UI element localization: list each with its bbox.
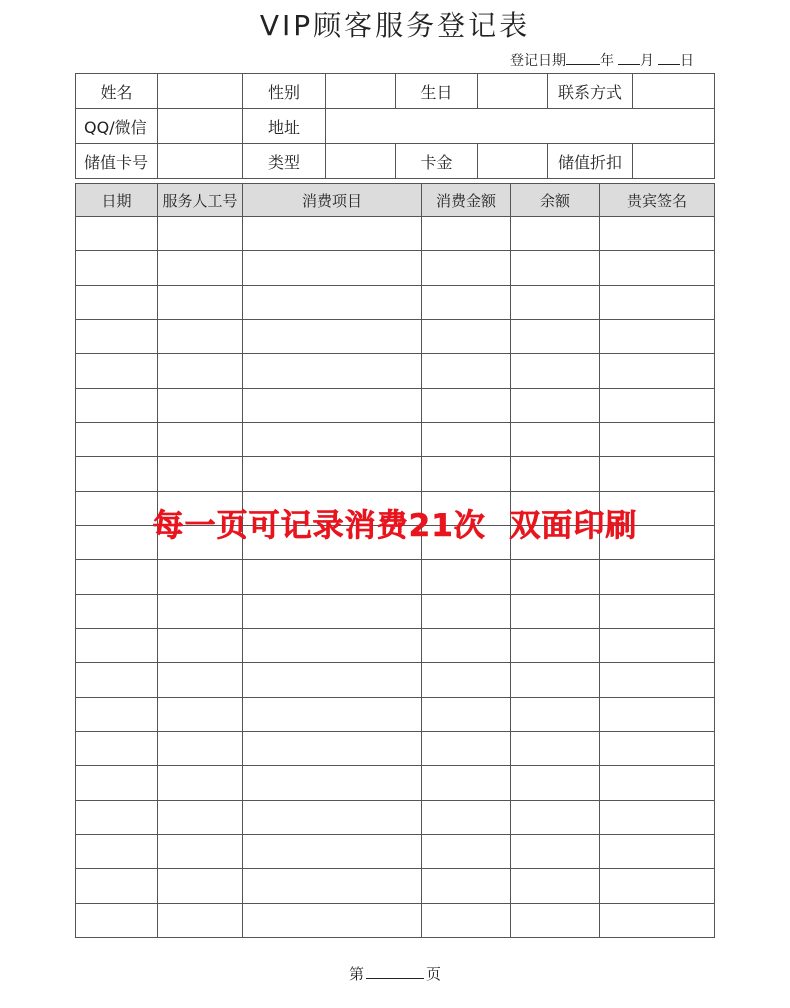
table-cell[interactable] bbox=[76, 388, 158, 422]
table-cell[interactable] bbox=[422, 457, 511, 491]
table-cell[interactable] bbox=[422, 560, 511, 594]
table-cell[interactable] bbox=[600, 594, 715, 628]
table-cell[interactable] bbox=[158, 457, 243, 491]
table-row bbox=[76, 354, 715, 388]
table-cell[interactable] bbox=[600, 560, 715, 594]
table-cell[interactable] bbox=[158, 388, 243, 422]
table-cell[interactable] bbox=[158, 697, 243, 731]
birthday-label: 生日 bbox=[396, 74, 478, 109]
qq-wechat-field[interactable] bbox=[158, 109, 243, 144]
form-title: VIP顾客服务登记表 bbox=[259, 9, 531, 42]
table-cell[interactable] bbox=[511, 217, 600, 251]
table-cell[interactable] bbox=[511, 457, 600, 491]
reg-month-label: 月 bbox=[640, 53, 654, 69]
table-cell[interactable] bbox=[76, 903, 158, 937]
table-cell[interactable] bbox=[422, 834, 511, 868]
col-date: 日期 bbox=[76, 184, 158, 217]
table-cell[interactable] bbox=[76, 354, 158, 388]
qq-wechat-label: QQ/微信 bbox=[76, 109, 158, 144]
table-row bbox=[76, 903, 715, 937]
card-amount-label: 卡金 bbox=[396, 144, 478, 179]
table-cell[interactable] bbox=[600, 388, 715, 422]
table-cell[interactable] bbox=[158, 663, 243, 697]
table-cell[interactable] bbox=[243, 251, 422, 285]
customer-info-table bbox=[75, 73, 715, 179]
table-row bbox=[76, 560, 715, 594]
table-cell[interactable] bbox=[511, 319, 600, 353]
table-cell[interactable] bbox=[243, 663, 422, 697]
col-balance: 余额 bbox=[511, 184, 600, 217]
table-cell[interactable] bbox=[158, 628, 243, 662]
table-cell[interactable] bbox=[422, 663, 511, 697]
info-row-2 bbox=[76, 109, 715, 144]
address-label: 地址 bbox=[243, 109, 326, 144]
table-cell[interactable] bbox=[511, 594, 600, 628]
page-footer bbox=[0, 963, 790, 984]
table-cell[interactable] bbox=[422, 319, 511, 353]
log-header-row bbox=[76, 184, 715, 217]
table-cell[interactable] bbox=[76, 731, 158, 765]
table-cell[interactable] bbox=[511, 869, 600, 903]
table-cell[interactable] bbox=[243, 731, 422, 765]
table-cell[interactable] bbox=[600, 285, 715, 319]
table-cell[interactable] bbox=[243, 834, 422, 868]
table-cell[interactable] bbox=[600, 903, 715, 937]
table-cell[interactable] bbox=[600, 354, 715, 388]
table-cell[interactable] bbox=[76, 663, 158, 697]
table-row bbox=[76, 766, 715, 800]
table-cell[interactable] bbox=[243, 217, 422, 251]
table-cell[interactable] bbox=[511, 697, 600, 731]
table-cell[interactable] bbox=[422, 285, 511, 319]
table-cell[interactable] bbox=[600, 217, 715, 251]
table-cell[interactable] bbox=[422, 697, 511, 731]
name-field[interactable] bbox=[158, 74, 243, 109]
table-cell[interactable] bbox=[76, 457, 158, 491]
table-row bbox=[76, 663, 715, 697]
col-item: 消费项目 bbox=[243, 184, 422, 217]
table-cell[interactable] bbox=[422, 869, 511, 903]
table-row bbox=[76, 251, 715, 285]
table-row bbox=[76, 285, 715, 319]
table-cell[interactable] bbox=[76, 251, 158, 285]
table-cell[interactable] bbox=[600, 319, 715, 353]
table-cell[interactable] bbox=[511, 834, 600, 868]
discount-field[interactable] bbox=[633, 144, 715, 179]
table-cell[interactable] bbox=[158, 800, 243, 834]
birthday-field[interactable] bbox=[478, 74, 548, 109]
type-field[interactable] bbox=[326, 144, 396, 179]
table-cell[interactable] bbox=[243, 457, 422, 491]
table-row bbox=[76, 731, 715, 765]
table-cell[interactable] bbox=[511, 422, 600, 456]
table-cell[interactable] bbox=[243, 285, 422, 319]
table-cell[interactable] bbox=[76, 422, 158, 456]
col-signature: 贵宾签名 bbox=[600, 184, 715, 217]
card-no-field[interactable] bbox=[158, 144, 243, 179]
table-cell[interactable] bbox=[422, 903, 511, 937]
table-row bbox=[76, 457, 715, 491]
table-cell[interactable] bbox=[158, 560, 243, 594]
year-blank[interactable] bbox=[566, 51, 600, 65]
table-cell[interactable] bbox=[511, 560, 600, 594]
table-cell[interactable] bbox=[243, 354, 422, 388]
table-cell[interactable] bbox=[422, 354, 511, 388]
table-cell[interactable] bbox=[600, 834, 715, 868]
promo-overlay-text: 每一页可记录消费21次 双面印刷 bbox=[152, 508, 638, 544]
table-cell[interactable] bbox=[422, 800, 511, 834]
table-cell[interactable] bbox=[511, 731, 600, 765]
table-cell[interactable] bbox=[600, 800, 715, 834]
table-cell[interactable] bbox=[243, 869, 422, 903]
table-cell[interactable] bbox=[511, 903, 600, 937]
table-cell[interactable] bbox=[511, 663, 600, 697]
table-cell[interactable] bbox=[76, 697, 158, 731]
table-row bbox=[76, 800, 715, 834]
table-cell[interactable] bbox=[600, 766, 715, 800]
table-row bbox=[76, 422, 715, 456]
table-cell[interactable] bbox=[158, 834, 243, 868]
table-cell[interactable] bbox=[158, 594, 243, 628]
table-cell[interactable] bbox=[76, 594, 158, 628]
table-cell[interactable] bbox=[158, 903, 243, 937]
table-cell[interactable] bbox=[422, 731, 511, 765]
table-cell[interactable] bbox=[511, 354, 600, 388]
table-cell[interactable] bbox=[158, 251, 243, 285]
table-cell[interactable] bbox=[422, 251, 511, 285]
table-cell[interactable] bbox=[158, 766, 243, 800]
table-cell[interactable] bbox=[158, 217, 243, 251]
table-cell[interactable] bbox=[243, 697, 422, 731]
contact-field[interactable] bbox=[633, 74, 715, 109]
card-no-label: 储值卡号 bbox=[76, 144, 158, 179]
table-cell[interactable] bbox=[422, 594, 511, 628]
table-cell[interactable] bbox=[600, 697, 715, 731]
table-cell[interactable] bbox=[243, 560, 422, 594]
address-field[interactable] bbox=[326, 109, 715, 144]
type-label: 类型 bbox=[243, 144, 326, 179]
table-row bbox=[76, 834, 715, 868]
table-cell[interactable] bbox=[511, 628, 600, 662]
col-amount: 消费金额 bbox=[422, 184, 511, 217]
page-suffix: 页 bbox=[426, 965, 442, 983]
month-blank[interactable] bbox=[618, 51, 640, 65]
table-row bbox=[76, 319, 715, 353]
table-cell[interactable] bbox=[158, 285, 243, 319]
table-cell[interactable] bbox=[158, 354, 243, 388]
table-cell[interactable] bbox=[422, 388, 511, 422]
table-cell[interactable] bbox=[76, 800, 158, 834]
table-cell[interactable] bbox=[600, 628, 715, 662]
table-cell[interactable] bbox=[243, 903, 422, 937]
table-cell[interactable] bbox=[76, 834, 158, 868]
page-number-blank[interactable] bbox=[366, 965, 424, 979]
table-cell[interactable] bbox=[511, 285, 600, 319]
page-prefix: 第 bbox=[348, 965, 364, 983]
table-cell[interactable] bbox=[511, 766, 600, 800]
table-row bbox=[76, 388, 715, 422]
card-amount-field[interactable] bbox=[478, 144, 548, 179]
table-cell[interactable] bbox=[76, 560, 158, 594]
gender-label: 性别 bbox=[243, 74, 326, 109]
table-cell[interactable] bbox=[76, 217, 158, 251]
table-cell[interactable] bbox=[243, 422, 422, 456]
table-row bbox=[76, 628, 715, 662]
table-cell[interactable] bbox=[243, 594, 422, 628]
table-cell[interactable] bbox=[600, 731, 715, 765]
table-cell[interactable] bbox=[158, 869, 243, 903]
reg-date-label: 登记日期 bbox=[510, 53, 566, 69]
table-cell[interactable] bbox=[76, 285, 158, 319]
gender-field[interactable] bbox=[326, 74, 396, 109]
consumption-log-table bbox=[75, 183, 715, 938]
info-row-1 bbox=[76, 74, 715, 109]
table-cell[interactable] bbox=[76, 766, 158, 800]
table-cell[interactable] bbox=[600, 457, 715, 491]
table-cell[interactable] bbox=[243, 766, 422, 800]
table-cell[interactable] bbox=[76, 869, 158, 903]
table-cell[interactable] bbox=[511, 800, 600, 834]
table-cell[interactable] bbox=[422, 217, 511, 251]
name-label: 姓名 bbox=[76, 74, 158, 109]
table-cell[interactable] bbox=[511, 388, 600, 422]
table-cell[interactable] bbox=[600, 251, 715, 285]
table-cell[interactable] bbox=[243, 319, 422, 353]
table-cell[interactable] bbox=[158, 319, 243, 353]
info-row-3 bbox=[76, 144, 715, 179]
col-staff-id: 服务人工号 bbox=[158, 184, 243, 217]
table-row bbox=[76, 697, 715, 731]
contact-label: 联系方式 bbox=[548, 74, 633, 109]
table-row bbox=[76, 869, 715, 903]
table-cell[interactable] bbox=[422, 766, 511, 800]
table-cell[interactable] bbox=[422, 628, 511, 662]
table-cell[interactable] bbox=[158, 731, 243, 765]
discount-label: 储值折扣 bbox=[548, 144, 633, 179]
table-cell[interactable] bbox=[76, 628, 158, 662]
reg-day-label: 日 bbox=[680, 53, 694, 69]
table-cell[interactable] bbox=[76, 319, 158, 353]
table-cell[interactable] bbox=[243, 628, 422, 662]
table-row bbox=[76, 594, 715, 628]
table-cell[interactable] bbox=[600, 663, 715, 697]
table-cell[interactable] bbox=[158, 422, 243, 456]
registration-date bbox=[510, 50, 694, 70]
table-cell[interactable] bbox=[600, 869, 715, 903]
table-cell[interactable] bbox=[422, 422, 511, 456]
table-cell[interactable] bbox=[600, 422, 715, 456]
reg-year-label: 年 bbox=[600, 53, 614, 69]
day-blank[interactable] bbox=[658, 51, 680, 65]
table-row bbox=[76, 217, 715, 251]
table-cell[interactable] bbox=[243, 388, 422, 422]
table-cell[interactable] bbox=[243, 800, 422, 834]
table-cell[interactable] bbox=[511, 251, 600, 285]
log-body bbox=[76, 217, 715, 938]
